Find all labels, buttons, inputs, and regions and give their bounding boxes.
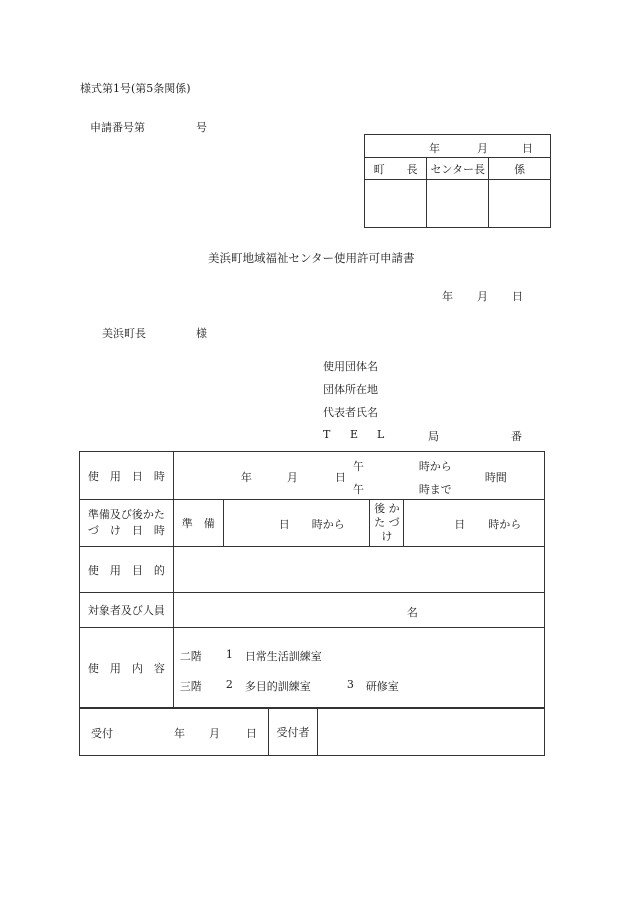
- group-address-label: 団体所在地: [323, 383, 378, 396]
- prep-day: 日: [278, 518, 290, 531]
- date-day: 日: [512, 290, 523, 303]
- usage-from: 時から: [418, 460, 452, 473]
- application-number-suffix: 号: [196, 121, 207, 134]
- approval-box: [364, 134, 551, 228]
- prep-label-line1: 準備及び後かた: [87, 508, 165, 521]
- room-option-3-name[interactable]: 研修室: [365, 680, 399, 693]
- reception-year: 年: [174, 727, 185, 740]
- usage-noon-bottom: 午: [352, 483, 364, 496]
- usage-year: 年: [240, 471, 252, 484]
- receiver-field[interactable]: [318, 709, 545, 756]
- usage-until: 時まで: [418, 483, 452, 496]
- approval-year: 年: [429, 142, 440, 155]
- participants-label: 対象者及び人員: [80, 593, 174, 628]
- cleanup-datetime-cell[interactable]: [404, 500, 545, 547]
- usage-day: 日: [334, 471, 346, 484]
- floor2-label: 二階: [179, 650, 202, 663]
- date-year: 年: [442, 290, 453, 303]
- page-title: 美浜町地域福祉センター使用許可申請書: [208, 251, 415, 265]
- reception-date-cell[interactable]: [80, 709, 269, 756]
- tel-t: T: [323, 428, 331, 441]
- usage-noon-top: 午: [352, 460, 364, 473]
- usage-datetime-cell[interactable]: [173, 452, 544, 500]
- tel-kyoku: 局: [428, 430, 439, 443]
- application-number-prefix: 申請番号第: [90, 121, 145, 134]
- cleanup-line1: 後 か: [374, 502, 400, 515]
- form-number: 様式第1号(第5条関係): [80, 82, 191, 95]
- approval-day: 日: [522, 142, 533, 155]
- approval-date-cell: [365, 135, 551, 158]
- cleanup-from: 時から: [488, 518, 522, 531]
- reception-month: 月: [209, 727, 220, 740]
- purpose-label: 使 用 目 的: [80, 547, 174, 593]
- date-month: 月: [477, 290, 488, 303]
- tel-e: E: [350, 428, 359, 441]
- room-option-2-number[interactable]: 2: [225, 678, 233, 691]
- content-label: 使 用 内 容: [80, 628, 174, 708]
- participants-field[interactable]: [173, 593, 544, 628]
- approval-month: 月: [477, 142, 488, 155]
- receiver-label: 受付者: [269, 709, 318, 756]
- center-head-stamp-cell[interactable]: [427, 180, 489, 228]
- content-row: [80, 628, 545, 708]
- application-table: [79, 451, 545, 708]
- room-option-1-name[interactable]: 日常生活訓練室: [244, 650, 322, 663]
- prep-label: [80, 500, 174, 547]
- prep-datetime-cell[interactable]: [223, 500, 370, 547]
- prep-sub-label: 準 備: [173, 500, 223, 547]
- staff-stamp-cell[interactable]: [489, 180, 551, 228]
- floor3-label: 三階: [179, 680, 202, 693]
- mayor-label: 町 長: [365, 158, 427, 180]
- addressee-name: 美浜町長: [102, 327, 146, 340]
- tel-ban: 番: [511, 430, 522, 443]
- representative-label: 代表者氏名: [323, 406, 378, 419]
- purpose-field[interactable]: [173, 547, 544, 593]
- addressee-honorific: 様: [196, 327, 207, 340]
- cleanup-line3: け: [381, 530, 393, 543]
- participants-row: [80, 593, 545, 628]
- reception-label: 受付: [91, 727, 113, 740]
- tel-l: L: [377, 428, 385, 441]
- cleanup-day: 日: [454, 518, 466, 531]
- reception-table: [79, 708, 545, 756]
- prep-from: 時から: [311, 518, 345, 531]
- staff-label: 係: [489, 158, 551, 180]
- usage-hours: 時間: [484, 471, 507, 484]
- usage-month: 月: [286, 471, 298, 484]
- content-options-cell: [173, 628, 544, 708]
- usage-datetime-row: [80, 452, 545, 500]
- mayor-stamp-cell[interactable]: [365, 180, 427, 228]
- usage-datetime-label: 使 用 日 時: [80, 452, 174, 500]
- cleanup-line2: た づ: [374, 516, 400, 529]
- prep-label-line2: づ け 日 時: [87, 524, 165, 537]
- center-head-label: センター長: [427, 158, 489, 180]
- participants-unit: 名: [406, 606, 418, 619]
- room-option-3-number[interactable]: 3: [346, 678, 354, 691]
- room-option-2-name[interactable]: 多目的訓練室: [244, 680, 311, 693]
- cleanup-sub-label: [370, 500, 404, 547]
- prep-row: [80, 500, 545, 547]
- group-name-label: 使用団体名: [323, 360, 378, 373]
- purpose-row: [80, 547, 545, 593]
- reception-day: 日: [246, 727, 257, 740]
- room-option-1-number[interactable]: 1: [225, 648, 233, 661]
